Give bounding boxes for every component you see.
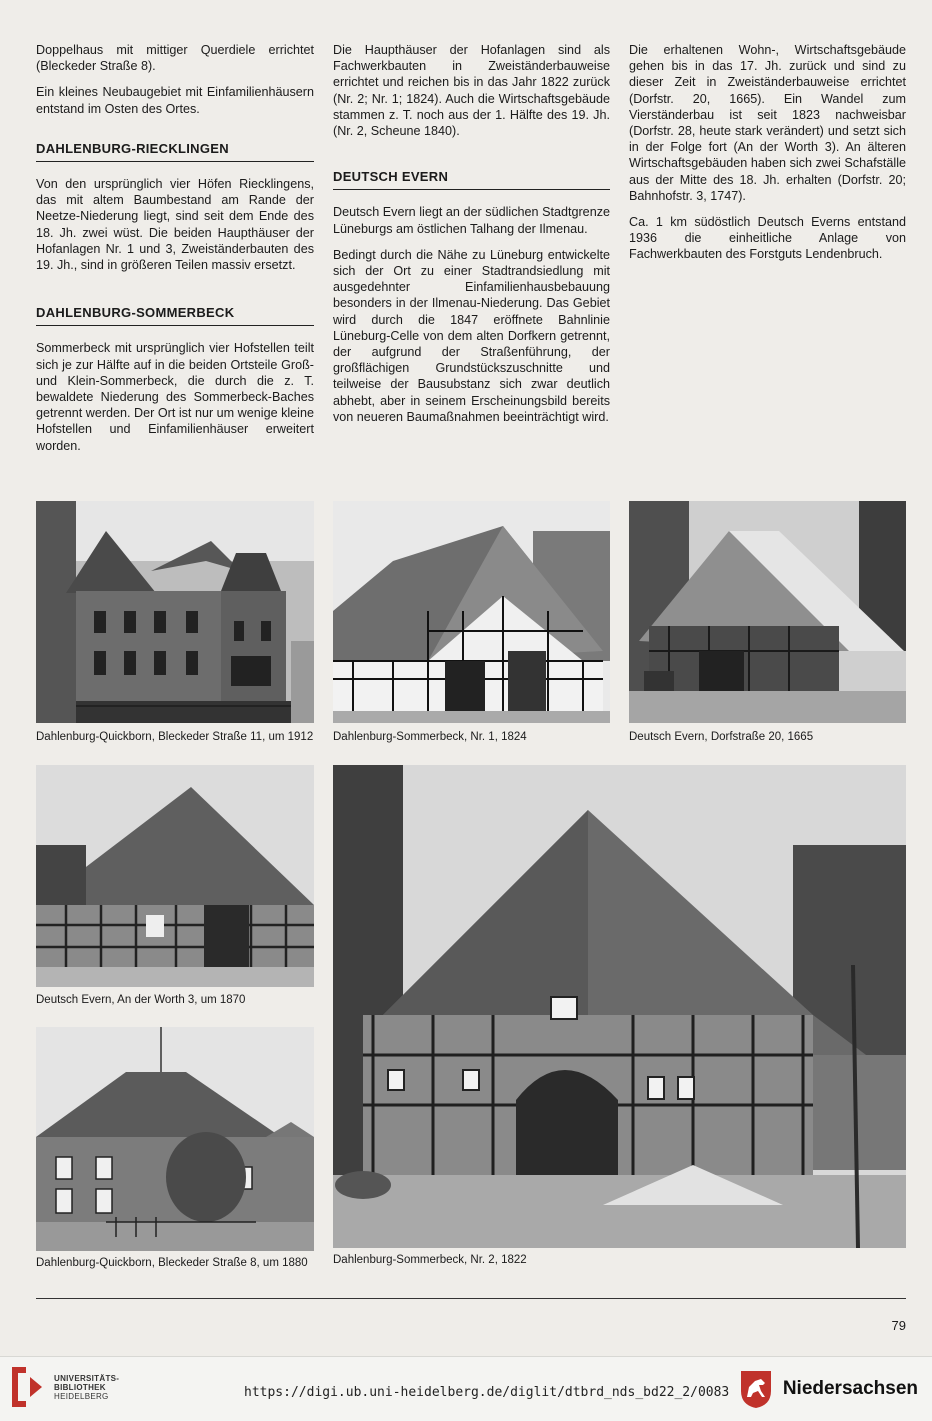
- photo-caption: Dahlenburg-Sommerbeck, Nr. 1, 1824: [333, 731, 527, 743]
- state-name: Niedersachsen: [782, 1378, 918, 1399]
- section-heading-riecklingen: DAHLENBURG-RIECKLINGEN: [36, 141, 314, 162]
- library-logo-icon: [12, 1367, 46, 1407]
- paragraph: Bedingt durch die Nähe zu Lüneburg entwickelte sich der Ort zu einer Stadtrandsiedlung mit ausgedehnter Einfamilienhausbebauung besonders in der Ilmenau-Niederung. Das Gebiet wird durch die 1847 eröffnete Bahnlinie Lüneburg-Celle von dem alten Dorfkern getrennt, der aufgrund der Straßenführung, der großflächigen Grundstückszuschnitte und teilweise der Bausubstanz sich zwar deutlich abhebt, aber in seinem Erscheinungsbild bereits von neueren Baumaßnahmen beeinträchtigt wird.: [333, 247, 610, 424]
- photo-an-der-worth-3: [36, 765, 314, 987]
- library-name-line3: HEIDELBERG: [54, 1391, 109, 1401]
- paragraph: Ein kleines Neubaugebiet mit Einfamilienhäusern entstand im Osten des Ortes.: [36, 85, 314, 116]
- photo-caption: Deutsch Evern, An der Worth 3, um 1870: [36, 994, 246, 1006]
- photo-dorfstrasse-20: [629, 501, 906, 723]
- paragraph: Sommerbeck mit ursprünglich vier Hofstellen teilt sich je zur Hälfte auf in die beiden Ortsteile Groß- und Klein-Sommerbeck, die durch die z. T. bewaldete Niederung des Sommerbeck-Baches getrennt werden. Der Ort ist nur um wenige kleine Hofstellen und Einfamilienhäuser erweitert worden.: [36, 341, 314, 453]
- photo-sommerbeck-nr1: [333, 501, 610, 723]
- footer-rule: [36, 1298, 906, 1299]
- section-heading-deutsch-evern: DEUTSCH EVERN: [333, 169, 610, 190]
- paragraph: Deutsch Evern liegt an der südlichen Stadtgrenze Lüneburgs am östlichen Talhang der Ilmenau.: [333, 205, 610, 236]
- section-heading-sommerbeck: DAHLENBURG-SOMMERBECK: [36, 305, 314, 326]
- paragraph: Doppelhaus mit mittiger Querdiele errichtet (Bleckeder Straße 8).: [36, 43, 314, 74]
- paragraph: Die Haupthäuser der Hofanlagen sind als Fachwerkbauten in Zweiständerbauweise errichtet und reichen bis in das Jahr 1822 zurück (Nr. 2; Nr. 1; 1824). Auch die Wirtschaftsgebäude stammen z. T. noch aus der 1. Hälfte des 19. Jh. (Nr. 2, Scheune 1840).: [333, 43, 610, 139]
- photo-caption: Dahlenburg-Quickborn, Bleckeder Straße 8, um 1880: [36, 1257, 308, 1269]
- source-url-link[interactable]: https://digi.ub.uni-heidelberg.de/diglit/dtbrd_nds_bd22_2/0083: [244, 1385, 730, 1400]
- text-column-3: [629, 42, 906, 273]
- paragraph: Die erhaltenen Wohn-, Wirtschaftsgebäude gehen bis in das 17. Jh. zurück und sind zu dieser Zeit in Zweiständerbauweise errichtet (Dorfstr. 20, 1665). Ein Wandel zum Vierständerbau ist seit 1823 nachweisbar (Dorfstr. 28, heute stark verändert) und setzt sich in der Folge fort (An der Worth 3). An älteren Wirtschaftsgebäuden haben sich zwei Schafställe aus der Mitte des 18. Jh. erhalten (Dorfstr. 20; Bahnhofstr. 3, 1747).: [629, 43, 906, 203]
- library-name-line2: BIBLIOTHEK: [54, 1382, 106, 1392]
- text-column-1: [36, 42, 314, 464]
- photo-caption: Dahlenburg-Sommerbeck, Nr. 2, 1822: [333, 1254, 527, 1266]
- photo-caption: Dahlenburg-Quickborn, Bleckeder Straße 11, um 1912: [36, 731, 314, 743]
- library-name-line1: UNIVERSITÄTS-: [54, 1373, 120, 1383]
- library-logo[interactable]: [12, 1367, 119, 1407]
- photo-bleckeder-strasse-8: [36, 1027, 314, 1251]
- photo-caption: Deutsch Evern, Dorfstraße 20, 1665: [629, 731, 814, 743]
- horse-shield-icon: [739, 1369, 773, 1409]
- state-logo[interactable]: [739, 1369, 918, 1409]
- paragraph: Von den ursprünglich vier Höfen Riecklingens, das mit altem Baumbestand am Rande der Neetze-Niederung liegt, sind seit dem Ende des 18. Jh. zwei wüst. Die beiden Haupthäuser der Hofanlagen Nr. 1 und 3, Zweiständerbauten des 19. Jh., sind in größeren Teilen massiv ersetzt.: [36, 177, 314, 273]
- text-column-2: [333, 42, 610, 435]
- photo-sommerbeck-nr2: [333, 765, 906, 1248]
- page-number: 79: [891, 1318, 906, 1333]
- footer-bar: [0, 1356, 932, 1421]
- paragraph: Ca. 1 km südöstlich Deutsch Everns entstand 1936 die einheitliche Anlage von Fachwerkbauten des Forstguts Lendenbruch.: [629, 215, 906, 262]
- photo-quickborn-villa: [36, 501, 314, 723]
